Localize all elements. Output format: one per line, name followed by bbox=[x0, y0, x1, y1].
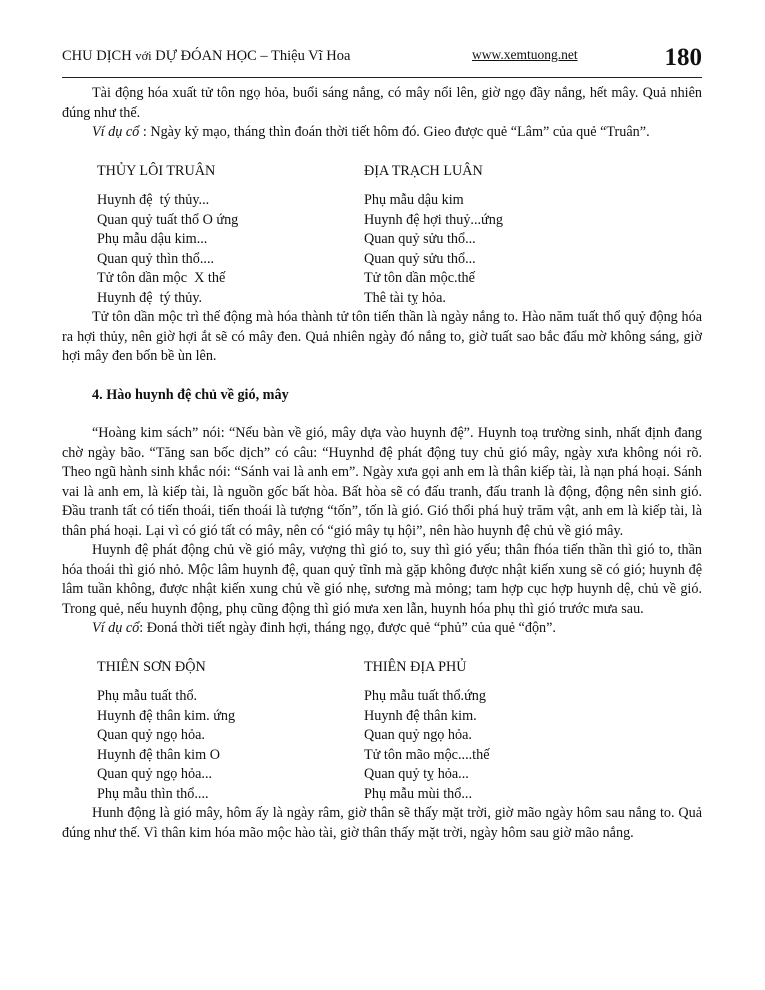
hexagram-row bbox=[97, 191, 702, 211]
paragraph-4: “Hoàng kim sách” nói: “Nếu bàn về gió, mây dựa vào huynh đệ”. Huynh toạ trường sinh, nhất định đang chờ ngày bão. “Tăng san bốc dịch” có câu: “Huynhd đệ phát động tuy chủ gió mây, ngày xưa không nói rõ. Theo ngũ hành sinh khắc nói: “Sánh vai là anh em”. Ngày xưa gọi anh em là thân kiếp tài, là nạn phá hoại. Sánh vai là anh em, là kiếp tài, là nguồn gốc bất hòa. Bất hòa sẽ có đấu tranh, đấu tranh là động, động nên sinh gió. Đầu tranh tất có tiến thoái, tiến thoái là tượng “tốn”, tốn là gió. Gió thổi phá huỷ trăm vật, anh em là kiếp tài, là thân phá hoại. Lại vì có gió tất có mây, nên có “gió mây tụ hội”, nên hào huynh đệ chủ về gió mây. bbox=[62, 425, 702, 539]
line-right: Quan quỷ tỵ hỏa... bbox=[364, 766, 469, 782]
title-part-2: DỰ ĐÓAN HỌC – Thiệu Vĩ Hoa bbox=[151, 48, 351, 64]
paragraph-5: Huynh đệ phát động chủ về gió mây, vượng thì gió to, suy thì gió yếu; thân fhóa tiến thần thì gió to, thần hóa thoái thì gió nhỏ. Mộc lâm huynh đệ, quan quỷ tĩnh mà gặp không được nhật kiến xung sẽ có gió; huynh đệ lâm tuần không, được nhật kiến xung chủ về gió nhẹ, sương mà mỏng; tam hợp cục hợp huynh dệ, chủ về gió. Trong quẻ, nếu huynh động, phụ cũng động thì gió mưa xen lẫn, huynh hóa phụ thì gió trước mưa sau. bbox=[62, 542, 702, 617]
line-right: Tử tôn dần mộc.thế bbox=[364, 270, 475, 286]
line-right: Phụ mẫu mùi thổ... bbox=[364, 785, 472, 802]
hexagram-title-left: THỦY LÔI TRUÂN bbox=[97, 162, 216, 179]
hexagram-table-1 bbox=[62, 162, 702, 309]
hexagram-row bbox=[97, 250, 702, 270]
paragraph-7: Hunh động là gió mây, hôm ấy là ngày râm, giờ thân sẽ thấy mặt trời, giờ mão ngày hôm sau nắng to. Quả đúng như thế. Vì thân kim hóa mão mộc hào tài, giờ thân thấy mặt trời, ngày hôm sau giờ mão nắng. bbox=[62, 805, 702, 841]
line-right: Quan quỷ ngọ hỏa. bbox=[364, 727, 472, 743]
line-left: Phụ mẫu thìn thổ.... bbox=[97, 785, 209, 802]
line-left: Huynh đệ tý thủy... bbox=[97, 192, 210, 208]
section-heading: 4. Hào huynh đệ chủ về gió, mây bbox=[92, 386, 289, 403]
line-left: Huynh đệ thân kim. ứng bbox=[97, 707, 236, 724]
line-left: Tử tôn dần mộc X thế bbox=[97, 270, 226, 286]
line-left: Quan quỷ ngọ hỏa. bbox=[97, 727, 205, 743]
line-left: Quan quỷ ngọ hỏa... bbox=[97, 766, 213, 782]
line-left: Quan quỷ thìn thổ.... bbox=[97, 250, 215, 267]
line-left: Huynh đệ thân kim O bbox=[97, 746, 220, 763]
page-number: 180 bbox=[664, 44, 702, 71]
page-body bbox=[62, 84, 702, 843]
example-label: Ví dụ cổ bbox=[92, 620, 140, 636]
hexagram-row bbox=[97, 230, 702, 250]
line-right: Huynh đệ thân kim. bbox=[364, 707, 477, 724]
example-text: : Ngày kỷ mạo, tháng thìn đoán thời tiết hôm đó. Gieo được quẻ “Lâm” của quẻ “Truân”. bbox=[139, 124, 650, 140]
example-text: : Đoná thời tiết ngày đinh hợi, tháng ngọ, được quẻ “phủ” của quẻ “độn”. bbox=[139, 620, 556, 636]
line-right: Tử tôn mão mộc....thế bbox=[364, 746, 490, 763]
hexagram-row bbox=[97, 765, 702, 785]
line-left: Phụ mẫu dậu kim... bbox=[97, 231, 208, 247]
paragraph-example-1 bbox=[62, 123, 702, 143]
hexagram-row bbox=[97, 707, 702, 727]
line-right: Phụ mẫu dậu kim bbox=[364, 192, 464, 208]
line-right: Thê tài tỵ hỏa. bbox=[364, 289, 446, 306]
paragraph-1: Tài động hóa xuất tử tôn ngọ hỏa, buổi sáng nắng, có mây nổi lên, giờ ngọ đầy nắng, hết mây. Quả nhiên đúng như thế. bbox=[62, 85, 702, 121]
website-link[interactable]: www.xemtuong.net bbox=[472, 47, 578, 62]
hexagram-row bbox=[97, 269, 702, 289]
hexagram-title-right: THIÊN ĐỊA PHỦ bbox=[364, 658, 467, 675]
line-right: Quan quỷ sửu thổ... bbox=[364, 231, 476, 247]
book-title bbox=[62, 48, 350, 65]
hexagram-table-2 bbox=[62, 658, 702, 805]
hexagram-row bbox=[97, 289, 702, 309]
hexagram-title-left: THIÊN SƠN ĐỘN bbox=[97, 658, 206, 675]
line-right: Huynh đệ hợi thuỷ...ứng bbox=[364, 211, 503, 228]
hexagram-title-right: ĐỊA TRẠCH LUÂN bbox=[364, 162, 483, 179]
hexagram-row bbox=[97, 785, 702, 805]
hexagram-row bbox=[97, 746, 702, 766]
line-left: Quan quỷ tuất thổ O ứng bbox=[97, 211, 239, 228]
line-left: Phụ mẫu tuất thổ. bbox=[97, 688, 198, 704]
page-header bbox=[62, 46, 702, 78]
line-left: Huynh đệ tý thủy. bbox=[97, 289, 203, 306]
example-label: Ví dụ cổ bbox=[92, 124, 140, 140]
hexagram-row bbox=[97, 726, 702, 746]
hexagram-row bbox=[97, 687, 702, 707]
hexagram-row bbox=[97, 211, 702, 231]
line-right: Quan quỷ sửu thổ... bbox=[364, 250, 476, 267]
title-part-small: với bbox=[135, 49, 152, 63]
line-right: Phụ mẫu tuất thổ.ứng bbox=[364, 688, 486, 704]
title-part-1: CHU DỊCH bbox=[62, 48, 136, 64]
paragraph-example-2 bbox=[62, 619, 702, 639]
paragraph-3: Tử tôn dần mộc trì thế động mà hóa thành tử tôn tiến thần là ngày nắng to. Hào năm tuất thổ quỷ động hóa ra hợi thủy, nên giờ hợi ắt sẽ có mây đen. Quả nhiên ngày đó nắng to, giờ tuất sao bắc đẩu mờ không sáng, giờ hợi mây đen bốn bề ùn lên. bbox=[62, 309, 702, 364]
